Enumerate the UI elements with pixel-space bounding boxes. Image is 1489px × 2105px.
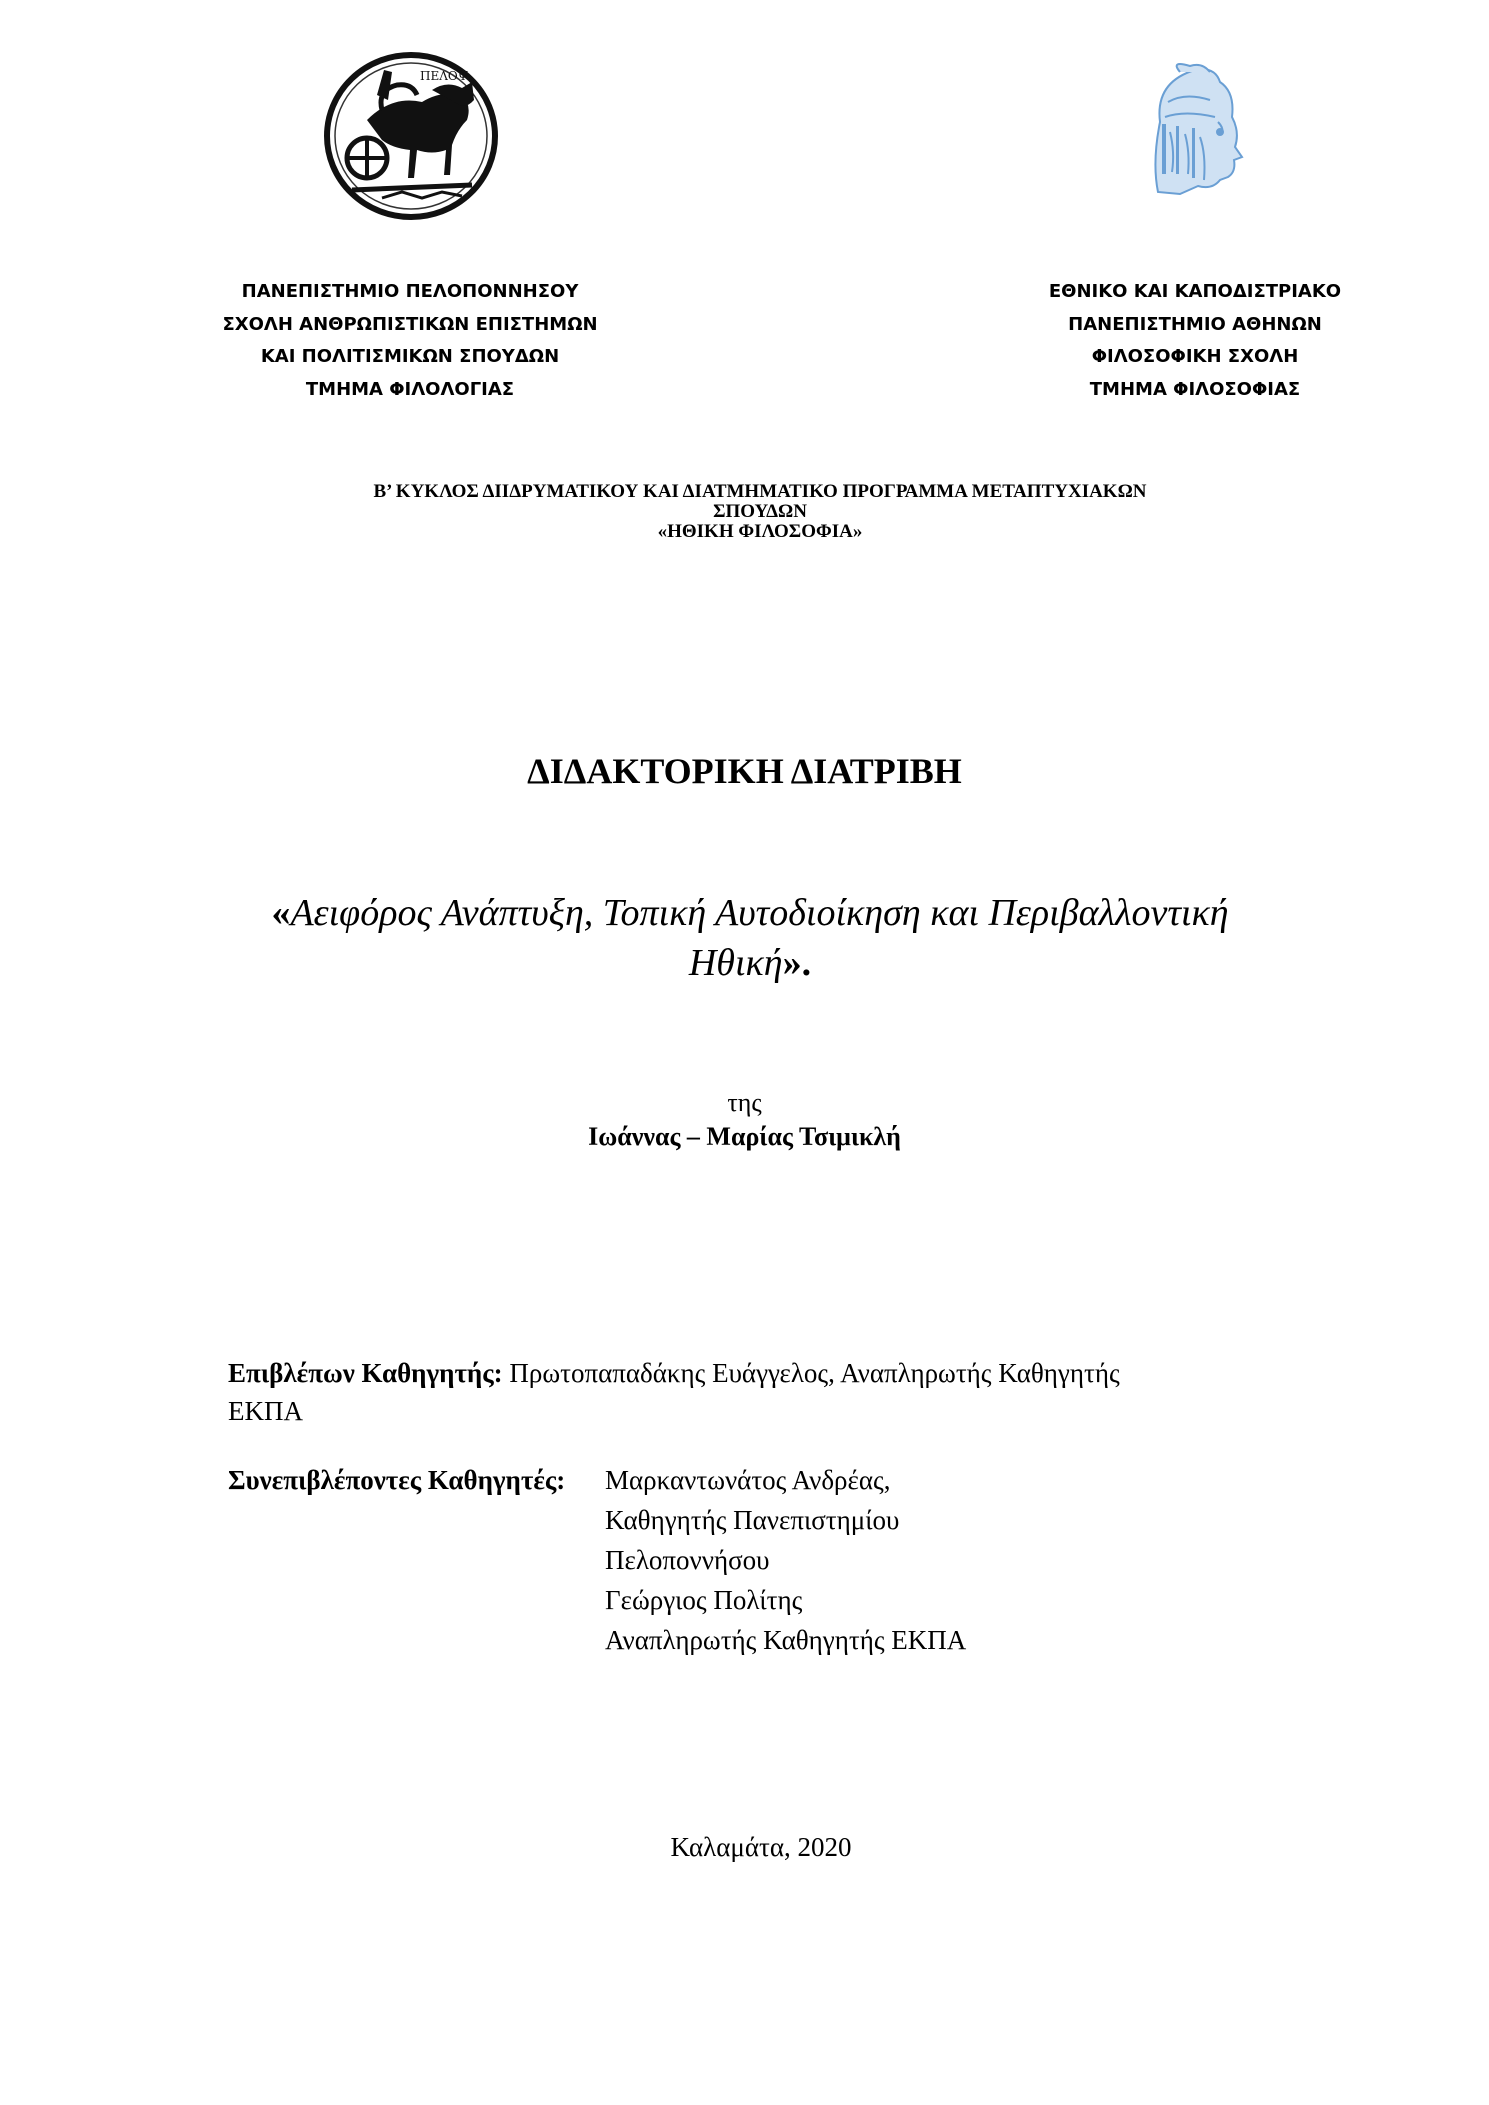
peloponnese-coin-chariot-logo xyxy=(322,50,500,222)
institution-right-line: ΠΑΝΕΠΙΣΤΗΜΙΟ ΑΘΗΝΩΝ xyxy=(1068,313,1322,335)
athena-head-logo xyxy=(1140,62,1260,200)
by-word: της xyxy=(727,1088,762,1117)
title-line-2: Ηθική xyxy=(688,942,783,984)
place-date: Καλαμάτα, 2020 xyxy=(670,1832,852,1862)
program-line-3: «ΗΘΙΚΗ ΦΙΛΟΣΟΦΙΑ» xyxy=(657,521,863,542)
institution-right-line: ΦΙΛΟΣΟΦΙΚΗ ΣΧΟΛΗ xyxy=(1091,346,1299,367)
co-supervisor-line: Αναπληρωτής Καθηγητής ΕΚΠΑ xyxy=(605,1625,967,1655)
title-close: ». xyxy=(782,942,812,984)
thesis-title xyxy=(200,888,1300,988)
institution-right-line: ΕΘΝΙΚΟ ΚΑΙ ΚΑΠΟΔΙΣΤΡΙΑΚΟ xyxy=(1048,281,1342,302)
program-line-1: Β’ ΚΥΚΛΟΣ ΔΙΙΔΡΥΜΑΤΙΚΟΥ ΚΑΙ ΔΙΑΤΜΗΜΑΤΙΚΟ ΠΡΟΓΡΑΜΜΑ ΜΕΤΑΠΤΥΧΙΑΚΩΝ xyxy=(373,481,1147,502)
institution-left-line: ΚΑΙ ΠΟΛΙΤΙΣΜΙΚΩΝ ΣΠΟΥΔΩΝ xyxy=(260,346,560,367)
supervisor-text: Πρωτοπαπαδάκης Ευάγγελος, Αναπληρωτής Καθηγητής xyxy=(509,1358,1120,1388)
co-supervisor-line: Γεώργιος Πολίτης xyxy=(605,1585,803,1615)
author-name: Ιωάννας – Μαρίας Τσιμικλή xyxy=(588,1122,901,1151)
supervisor-label: Επιβλέπων Καθηγητής: xyxy=(228,1358,503,1388)
institution-right xyxy=(985,276,1405,406)
institution-left xyxy=(200,276,620,406)
institution-left-line: ΠΑΝΕΠΙΣΤΗΜΙΟ ΠΕΛΟΠΟΝΝΗΣΟΥ xyxy=(241,281,579,302)
institution-right-line: ΤΜΗΜΑ ΦΙΛΟΣΟΦΙΑΣ xyxy=(1089,378,1301,400)
co-supervisor-line: Μαρκαντωνάτος Ανδρέας, xyxy=(605,1465,891,1495)
title-open-quote: « xyxy=(271,892,291,934)
co-supervisor-line: Πελοποννήσου xyxy=(605,1545,770,1575)
supervisor-block xyxy=(228,1354,1278,1430)
co-supervisors-list xyxy=(605,1460,966,1660)
document-type-heading: ΔΙΔΑΚΤΟΡΙΚΗ ΔΙΑΤΡΙΒΗ xyxy=(527,751,962,791)
program-line-2: ΣΠΟΥΔΩΝ xyxy=(713,501,807,522)
co-supervisor-line: Καθηγητής Πανεπιστημίου xyxy=(605,1505,900,1535)
institution-left-line: ΣΧΟΛΗ ΑΝΘΡΩΠΙΣΤΙΚΩΝ ΕΠΙΣΤΗΜΩΝ xyxy=(222,313,598,335)
co-supervisors-label: Συνεπιβλέποντες Καθηγητές: xyxy=(228,1465,566,1495)
supervisor-text-cont: ΕΚΠΑ xyxy=(228,1396,303,1426)
institution-left-line: ΤΜΗΜΑ ΦΙΛΟΛΟΓΙΑΣ xyxy=(305,378,515,400)
coin-inscription: ΠΕΛΟΨ xyxy=(420,69,469,83)
title-line-1: Αειφόρος Ανάπτυξη, Τοπική Αυτοδιοίκηση και Περιβαλλοντική xyxy=(290,892,1229,934)
program-heading xyxy=(260,482,1260,542)
